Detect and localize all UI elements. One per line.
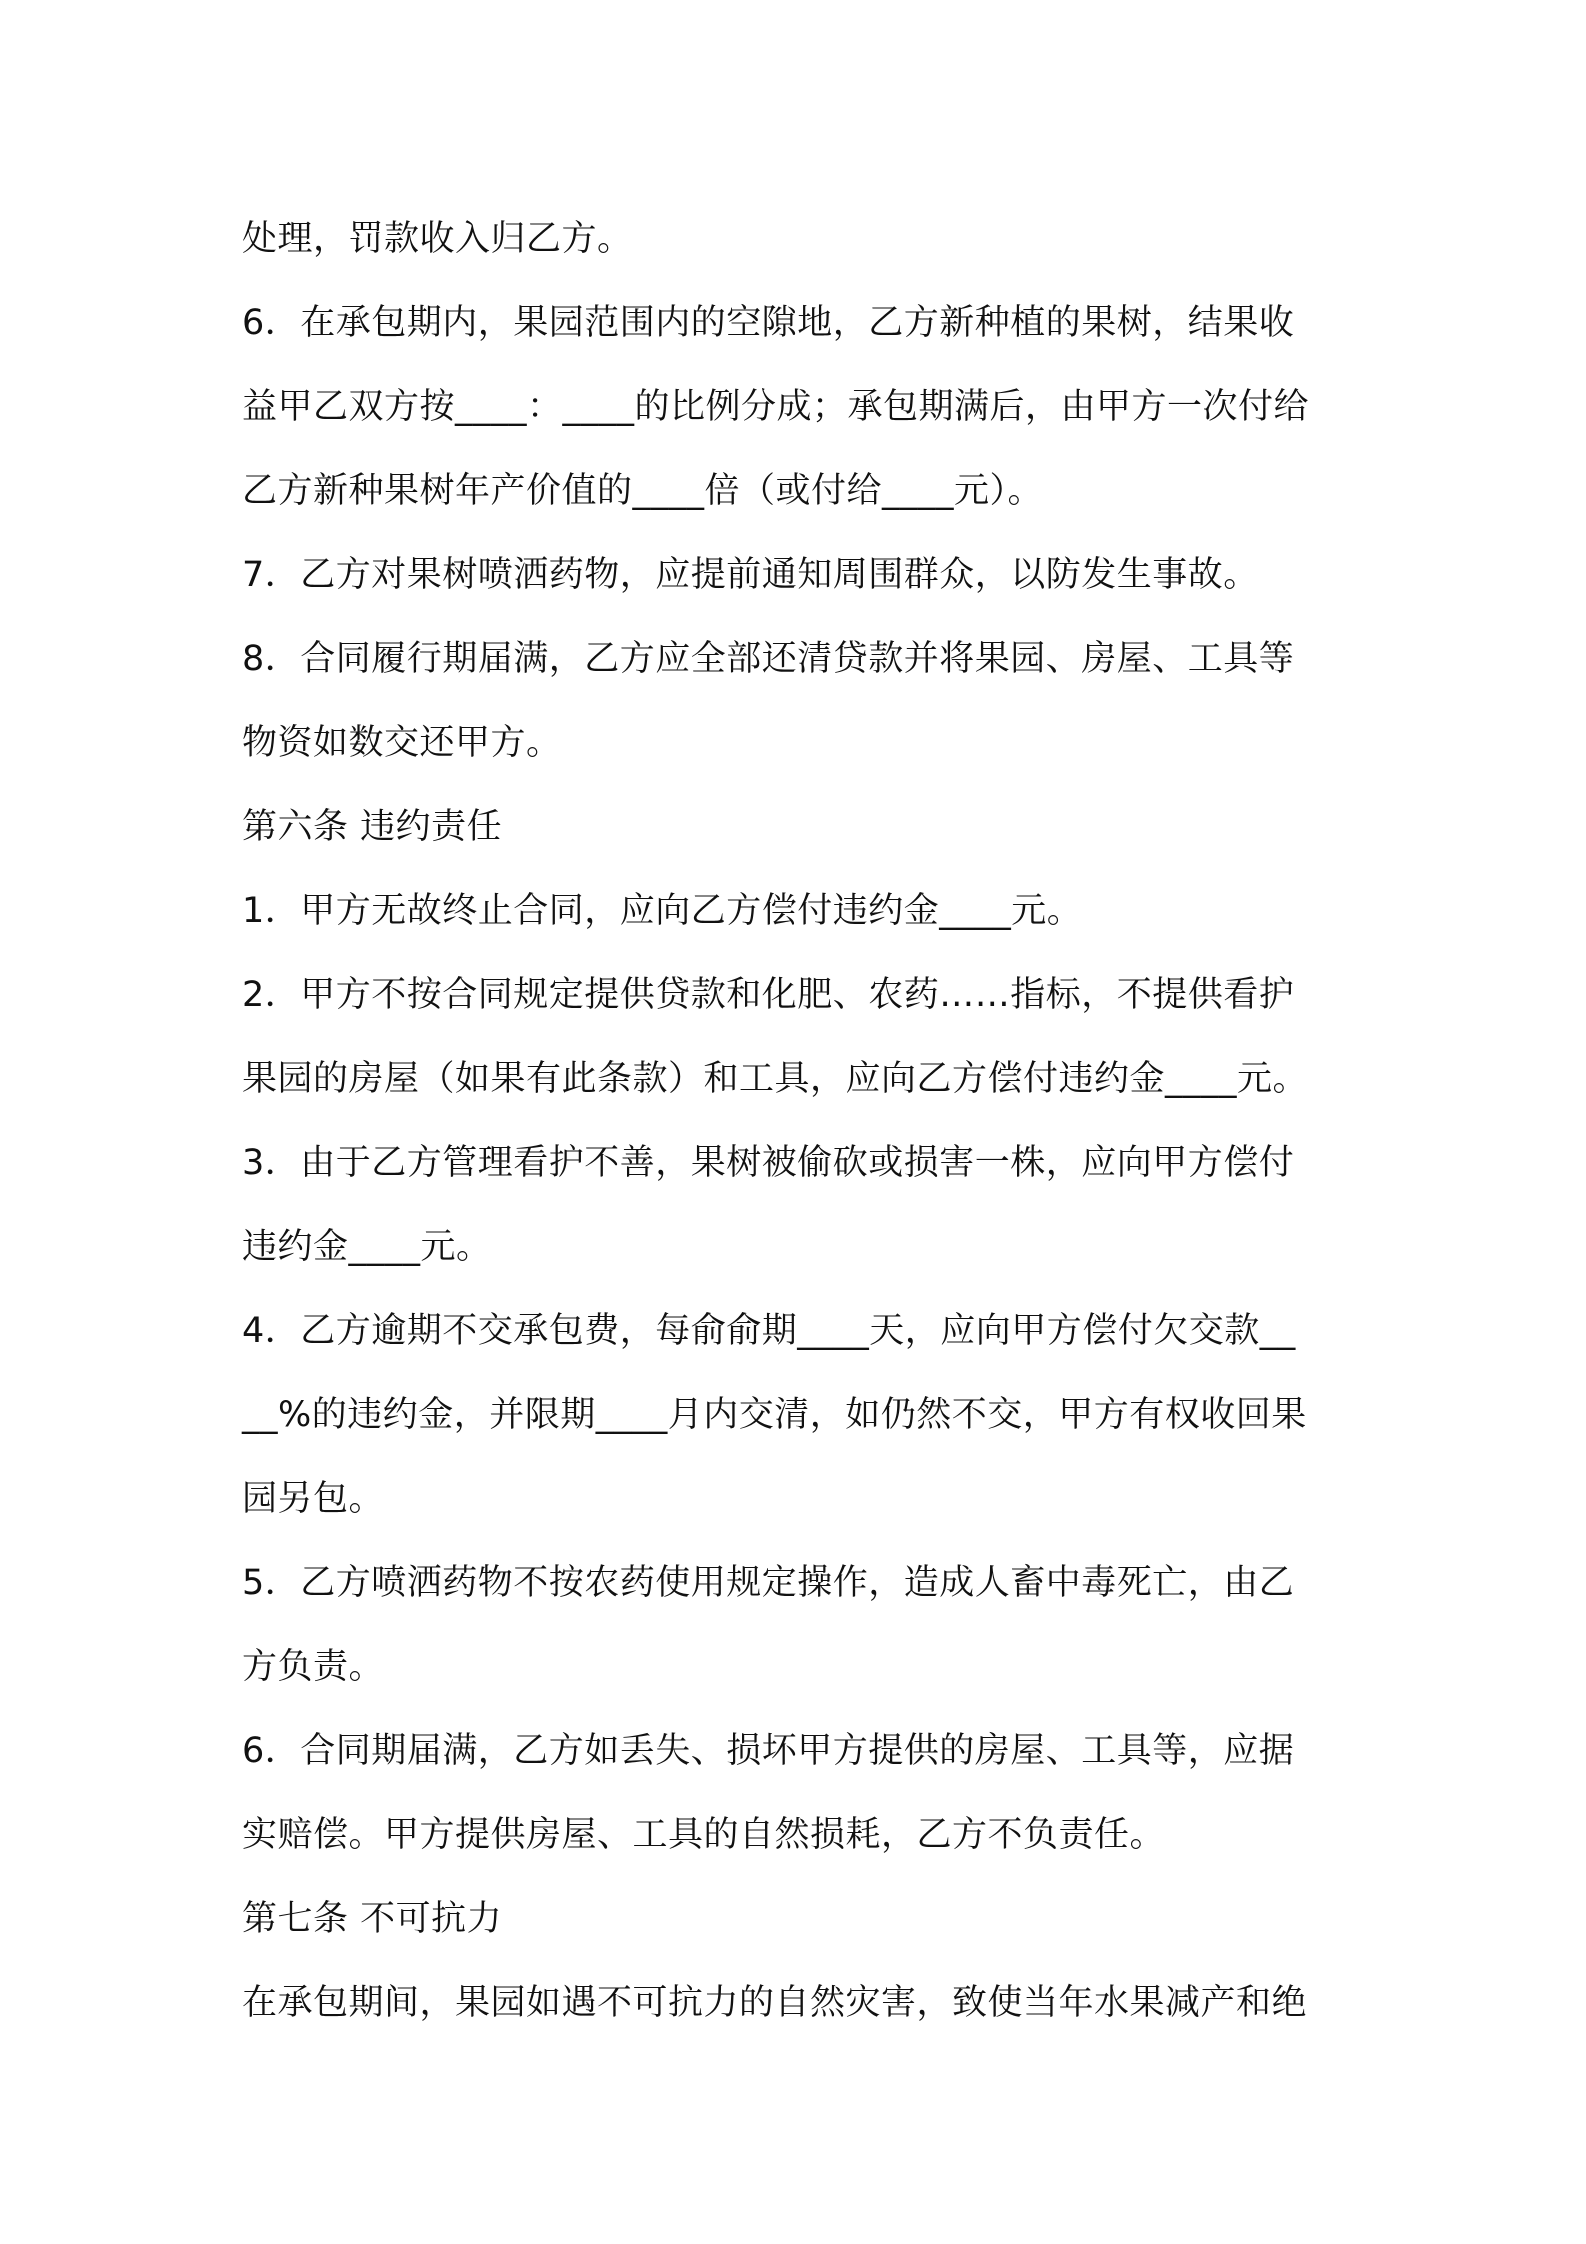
text-line: 6．合同期届满，乙方如丢失、损坏甲方提供的房屋、工具等，应据 bbox=[242, 1731, 1295, 1771]
text-line: 6．在承包期内，果园范围内的空隙地，乙方新种植的果树，结果收 bbox=[242, 303, 1295, 343]
text-line: 3．由于乙方管理看护不善，果树被偷砍或损害一株，应向甲方偿付 bbox=[242, 1143, 1295, 1183]
section-heading: 第七条 不可抗力 bbox=[242, 1899, 503, 1939]
text-line: 4．乙方逾期不交承包费，每俞俞期____天，应向甲方偿付欠交款__ bbox=[242, 1311, 1296, 1351]
text-line: 2．甲方不按合同规定提供贷款和化肥、农药……指标，不提供看护 bbox=[242, 975, 1295, 1015]
text-line: 实赔偿。甲方提供房屋、工具的自然损耗，乙方不负责任。 bbox=[242, 1815, 1166, 1855]
text-line: 果园的房屋（如果有此条款）和工具，应向乙方偿付违约金____元。 bbox=[242, 1059, 1309, 1099]
text-line: 违约金____元。 bbox=[242, 1227, 492, 1267]
text-line: 园另包。 bbox=[242, 1479, 385, 1519]
text-line: __%的违约金，并限期____月内交清，如仍然不交，甲方有权收回果 bbox=[242, 1395, 1307, 1435]
text-line: 益甲乙双方按____：____的比例分成；承包期满后，由甲方一次付给 bbox=[242, 387, 1310, 427]
text-line: 乙方新种果树年产价值的____倍（或付给____元）。 bbox=[242, 471, 1044, 511]
text-line: 在承包期间，果园如遇不可抗力的自然灾害，致使当年水果减产和绝 bbox=[242, 1983, 1308, 2023]
text-line: 5．乙方喷洒药物不按农药使用规定操作，造成人畜中毒死亡，由乙 bbox=[242, 1563, 1295, 1603]
text-line: 物资如数交还甲方。 bbox=[242, 723, 562, 763]
text-line: 方负责。 bbox=[242, 1647, 385, 1687]
section-heading: 第六条 违约责任 bbox=[242, 807, 503, 847]
text-line: 7．乙方对果树喷洒药物，应提前通知周围群众，以防发生事故。 bbox=[242, 555, 1259, 595]
text-line: 1．甲方无故终止合同，应向乙方偿付违约金____元。 bbox=[242, 891, 1083, 931]
document-body bbox=[242, 197, 1360, 2045]
text-line: 8．合同履行期届满，乙方应全部还清贷款并将果园、房屋、工具等 bbox=[242, 639, 1295, 679]
text-line: 处理，罚款收入归乙方。 bbox=[242, 219, 633, 259]
